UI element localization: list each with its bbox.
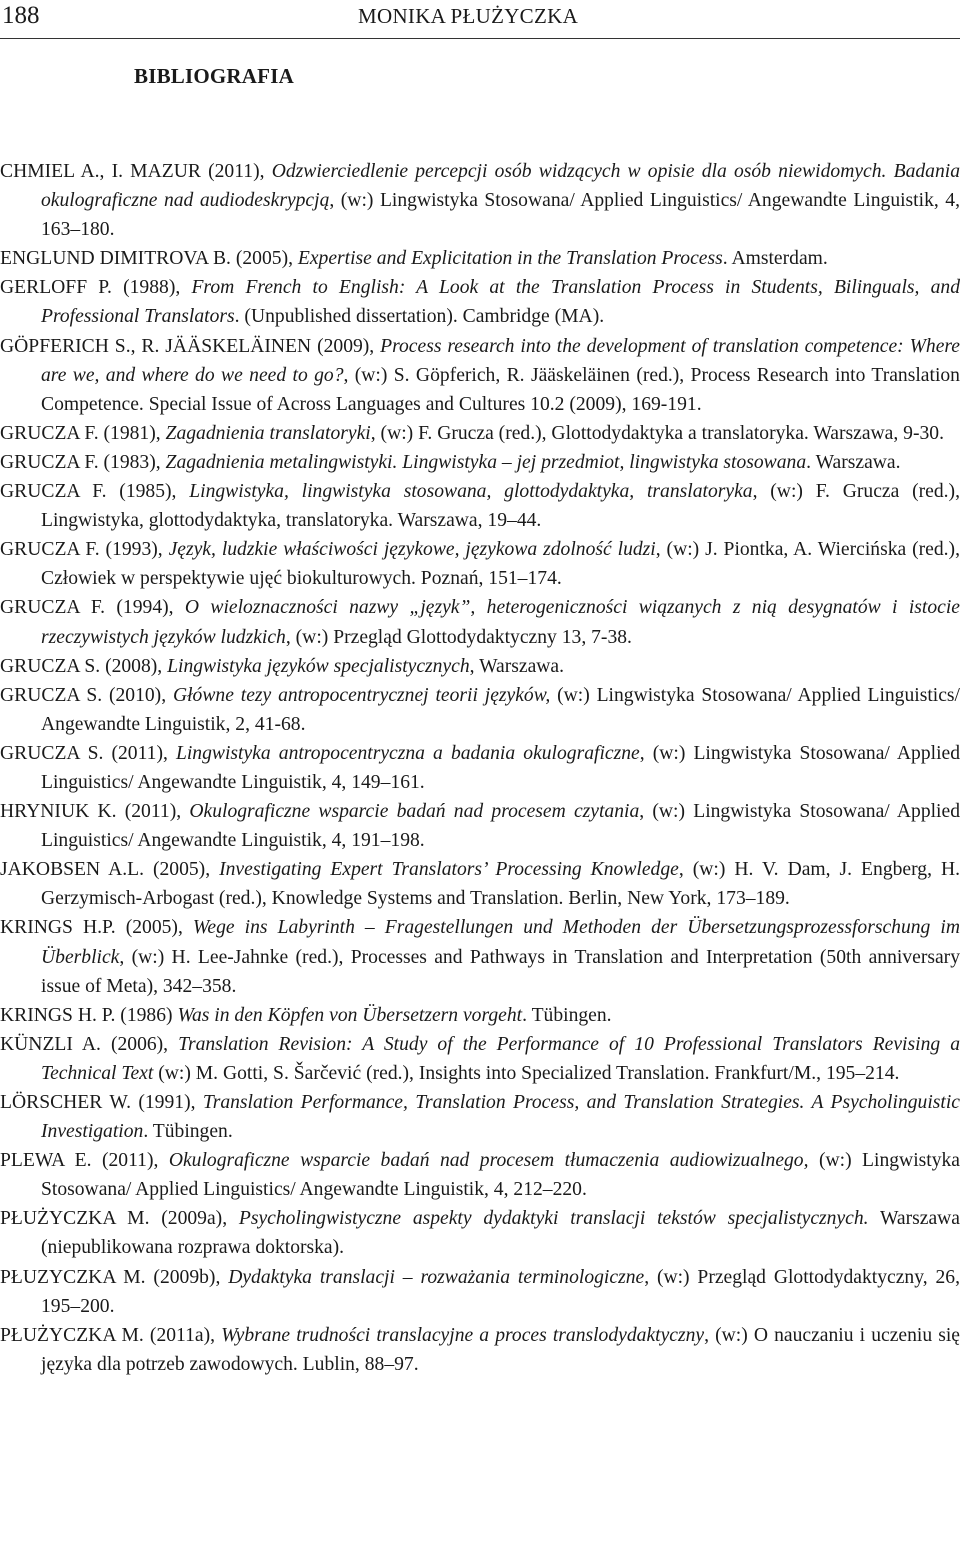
reference-title: Psycholingwistyczne aspekty dydaktyki translacji tekstów specjalistycznych. bbox=[238, 1208, 869, 1230]
reference-title: Lingwistyka antropocentryczna a badania okulograficzne bbox=[175, 742, 640, 764]
reference-author: PLEWA E. (2011), bbox=[0, 1150, 169, 1172]
reference-source: . Tübingen. bbox=[522, 1004, 612, 1026]
reference-source: , (w:) H. V. Dam, J. Engberg, H. Gerzymisch-Arbogast (red.), Knowledge Systems and Translation. Berlin, New York, 173–189. bbox=[41, 859, 960, 910]
running-head: MONIKA PŁUŻYCZKA bbox=[358, 4, 579, 28]
reference-entry bbox=[0, 1204, 960, 1262]
reference-title: Expertise and Explicitation in the Translation Process bbox=[297, 248, 723, 270]
reference-title: Zagadnienia metalingwistyki. Lingwistyka – jej przedmiot, lingwistyka stosowana bbox=[165, 451, 807, 473]
reference-title: Język, ludzkie właściwości językowe, językowa zdolność ludzi bbox=[168, 539, 656, 561]
reference-source: , (w:) O nauczaniu i uczeniu się języka dla potrzeb zawodowych. Lublin, 88–97. bbox=[41, 1324, 960, 1375]
reference-title: Odzwierciedlenie percepcji osób widzących w opisie dla osób niewidomych. Badania okulograficzne nad audiodeskrypcją bbox=[41, 161, 960, 212]
reference-entry bbox=[0, 419, 960, 448]
reference-list bbox=[0, 157, 960, 1379]
reference-author: GERLOFF P. (1988), bbox=[0, 277, 192, 299]
reference-author: PŁUŻYCZKA M. (2011a), bbox=[0, 1324, 222, 1346]
reference-entry bbox=[0, 739, 960, 797]
section-title: BIBLIOGRAFIA bbox=[134, 64, 294, 88]
reference-entry bbox=[0, 1321, 960, 1379]
reference-source: , (w:) Lingwistyka Stosowana/ Applied Linguistics/ Angewandte Linguistik, 4, 191–198. bbox=[41, 801, 960, 852]
reference-entry bbox=[0, 855, 960, 913]
reference-entry bbox=[0, 448, 960, 477]
reference-author: ENGLUND DIMITROVA B. (2005), bbox=[0, 248, 298, 270]
reference-source: (w:) Lingwistyka Stosowana/ Applied Linguistics/ Angewandte Linguistik, 4, 212–220. bbox=[41, 1150, 960, 1201]
reference-entry bbox=[0, 1146, 960, 1204]
reference-author: PŁUZYCZKA M. (2009b), bbox=[0, 1266, 229, 1288]
reference-source: , (w:) Przegląd Glottodydaktyczny, 26, 195–200. bbox=[41, 1266, 960, 1317]
reference-author: GRUCZA S. (2011), bbox=[0, 742, 176, 764]
reference-source: , (w:) F. Grucza (red.), Lingwistyka, glottodydaktyka, translatoryka. Warszawa, 19–44. bbox=[41, 481, 960, 532]
reference-source: (w:) Lingwistyka Stosowana/ Applied Linguistics/ Angewandte Linguistik, 2, 41-68. bbox=[41, 684, 960, 735]
reference-author: LÖRSCHER W. (1991), bbox=[0, 1092, 203, 1113]
reference-source: . (Unpublished dissertation). Cambridge (MA). bbox=[234, 306, 605, 328]
reference-entry bbox=[0, 681, 960, 739]
reference-entry bbox=[0, 1001, 960, 1030]
reference-entry bbox=[0, 157, 960, 244]
reference-author: GRUCZA F. (1985), bbox=[0, 481, 190, 503]
reference-source: Warszawa (niepublikowana rozprawa doktorska). bbox=[41, 1208, 960, 1259]
reference-author: GRUCZA F. (1994), bbox=[0, 597, 185, 619]
reference-title: Główne tezy antropocentrycznej teorii języków, bbox=[172, 684, 551, 706]
reference-title: Okulograficzne wsparcie badań nad procesem tłumaczenia audiowizualnego, bbox=[168, 1150, 809, 1172]
reference-title: Investigating Expert Translators’ Processing Knowledge bbox=[219, 859, 679, 881]
reference-source: , (w:) Lingwistyka Stosowana/ Applied Linguistics/ Angewandte Linguistik, 4, 149–161. bbox=[41, 742, 960, 793]
reference-author: GRUCZA F. (1993), bbox=[0, 539, 169, 561]
reference-title: Lingwistyka języków specjalistycznych bbox=[167, 655, 470, 677]
reference-entry bbox=[0, 477, 960, 535]
reference-entry bbox=[0, 273, 960, 331]
reference-author: GÖPFERICH S., R. JÄÄSKELÄINEN (2009), bbox=[0, 335, 381, 357]
reference-source: , (w:) H. Lee-Jahnke (red.), Processes and Pathways in Translation and Interpretation (50th anniversary issue of Meta), 342–358. bbox=[41, 946, 960, 997]
reference-source: , (w:) Przegląd Glottodydaktyczny 13, 7-38. bbox=[285, 626, 632, 648]
reference-title: Translation Revision: A Study of the Performance of 10 Professional Translators Revising a Technical Text bbox=[41, 1033, 960, 1084]
reference-title: Wege ins Labyrinth – Fragestellungen und Methoden der Übersetzungsprozessforschung im Überblick bbox=[41, 917, 960, 968]
reference-author: HRYNIUK K. (2011), bbox=[0, 801, 190, 823]
reference-author: JAKOBSEN A.L. (2005), bbox=[0, 859, 220, 881]
reference-entry bbox=[0, 1263, 960, 1321]
reference-source: (w:) M. Gotti, S. Šarčević (red.), Insights into Specialized Translation. Frankfurt/M., 195–214. bbox=[153, 1062, 900, 1084]
reference-title: Lingwistyka, lingwistyka stosowana, glottodydaktyka, translatoryka bbox=[189, 481, 753, 503]
reference-entry bbox=[0, 244, 960, 273]
reference-entry bbox=[0, 1030, 960, 1088]
reference-entry bbox=[0, 652, 960, 681]
reference-author: CHMIEL A., I. MAZUR (2011), bbox=[0, 161, 272, 182]
reference-author: PŁUŻYCZKA M. (2009a), bbox=[0, 1208, 239, 1230]
reference-title: From French to English: A Look at the Translation Process in Students, Bilinguals, and Professional Translators bbox=[41, 277, 960, 328]
reference-entry bbox=[0, 1088, 960, 1146]
reference-source: , (w:) S. Göpferich, R. Jääskeläinen (red.), Process Research into Translation Competence. Special Issue of Across Languages and Cultures 10.2 (2009), 169-191. bbox=[41, 364, 960, 415]
reference-source: , (w:) J. Piontka, A. Wiercińska (red.), Człowiek w perspektywie ujęć biokulturowych. Poznań, 151–174. bbox=[41, 539, 960, 590]
page-number: 188 bbox=[2, 2, 40, 29]
reference-title: Okulograficzne wsparcie badań nad procesem czytania bbox=[189, 801, 640, 823]
reference-source: , (w:) Lingwistyka Stosowana/ Applied Linguistics/ Angewandte Linguistik, 4, 163–180. bbox=[41, 190, 960, 241]
reference-author: GRUCZA F. (1981), bbox=[0, 422, 166, 444]
reference-source: . Amsterdam. bbox=[722, 248, 828, 270]
reference-entry bbox=[0, 797, 960, 855]
reference-entry bbox=[0, 593, 960, 651]
page-header bbox=[0, 0, 960, 40]
reference-author: KÜNZLI A. (2006), bbox=[0, 1033, 179, 1055]
reference-entry bbox=[0, 332, 960, 419]
header-rule bbox=[0, 38, 960, 39]
reference-title: O wieloznaczności nazwy „język”, heterogeniczności wiązanych z nią desygnatów i istocie rzeczywistych języków ludzkich bbox=[41, 597, 960, 648]
reference-title: Translation Performance, Translation Process, and Translation Strategies. A Psycholinguistic Investigation bbox=[41, 1092, 960, 1143]
reference-title: Dydaktyka translacji – rozważania terminologiczne bbox=[228, 1266, 645, 1288]
reference-title: Process research into the development of translation competence: Where are we, and where do we need to go? bbox=[41, 335, 960, 386]
reference-title: Zagadnienia translatoryki bbox=[165, 422, 371, 444]
reference-author: KRINGS H.P. (2005), bbox=[0, 917, 193, 939]
reference-title: Was in den Köpfen von Übersetzern vorgeht bbox=[177, 1004, 523, 1026]
reference-source: . Warszawa. bbox=[806, 451, 901, 473]
reference-entry bbox=[0, 913, 960, 1000]
reference-source: . Tübingen. bbox=[143, 1121, 233, 1143]
reference-title: Wybrane trudności translacyjne a proces translodydaktyczny bbox=[221, 1324, 705, 1346]
reference-author: KRINGS H. P. (1986) bbox=[0, 1004, 178, 1026]
reference-source: , Warszawa. bbox=[469, 655, 565, 677]
reference-entry bbox=[0, 535, 960, 593]
reference-author: GRUCZA S. (2008), bbox=[0, 655, 168, 677]
reference-author: GRUCZA F. (1983), bbox=[0, 451, 166, 473]
reference-source: , (w:) F. Grucza (red.), Glottodydaktyka a translatoryka. Warszawa, 9-30. bbox=[370, 422, 944, 444]
reference-author: GRUCZA S. (2010), bbox=[0, 684, 173, 706]
